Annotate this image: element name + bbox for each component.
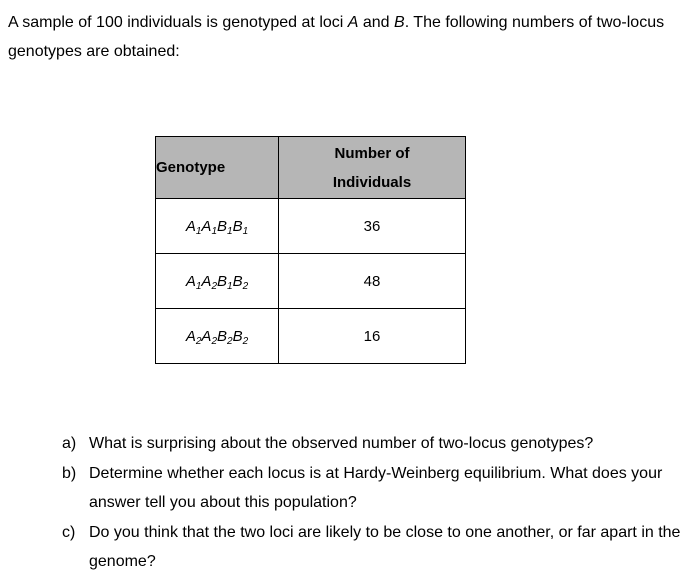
- question-text: What is surprising about the observed number of two-locus genotypes?: [89, 435, 594, 452]
- count-cell: 16: [279, 309, 466, 364]
- count-cell: 36: [279, 199, 466, 254]
- question-text: Determine whether each locus is at Hardy-Weinberg equilibrium. What does your answer tell you about this population?: [89, 464, 663, 511]
- header-count-line-2: Individuals: [332, 173, 412, 191]
- locus-a: A: [347, 14, 359, 31]
- list-item: [62, 459, 682, 518]
- question-marker: c): [62, 523, 76, 541]
- question-list: [62, 429, 682, 577]
- genotype-cell: $A_2A_2B_2B_2$: [156, 309, 279, 364]
- question-text: Do you think that the two loci are likely to be close to one another, or far apart in the genome?: [89, 523, 681, 570]
- table-row: [156, 199, 466, 254]
- list-item: [62, 429, 682, 459]
- genotype-table: [155, 136, 466, 364]
- intro-text-2: and: [358, 14, 395, 31]
- header-genotype: Genotype: [156, 137, 279, 199]
- table-row: [156, 254, 466, 309]
- question-marker: a): [62, 435, 77, 452]
- table-header-row: [156, 137, 466, 199]
- genotype-cell: $A_1A_1B_1B_1$: [156, 199, 279, 254]
- list-item: [62, 518, 682, 577]
- header-number-of-individuals: [279, 137, 466, 199]
- count-cell: 48: [279, 254, 466, 309]
- intro-text-3: . The following numbers of two-locus genotypes are obtained:: [8, 14, 665, 60]
- locus-b: B: [394, 14, 405, 31]
- table-row: [156, 309, 466, 364]
- problem-intro: [8, 8, 678, 66]
- genotype-cell: $A_1A_2B_1B_2$: [156, 254, 279, 309]
- question-marker: b): [62, 464, 77, 482]
- intro-text-1: A sample of 100 individuals is genotyped at loci: [8, 14, 348, 31]
- header-count-line-1: Number of: [334, 144, 410, 162]
